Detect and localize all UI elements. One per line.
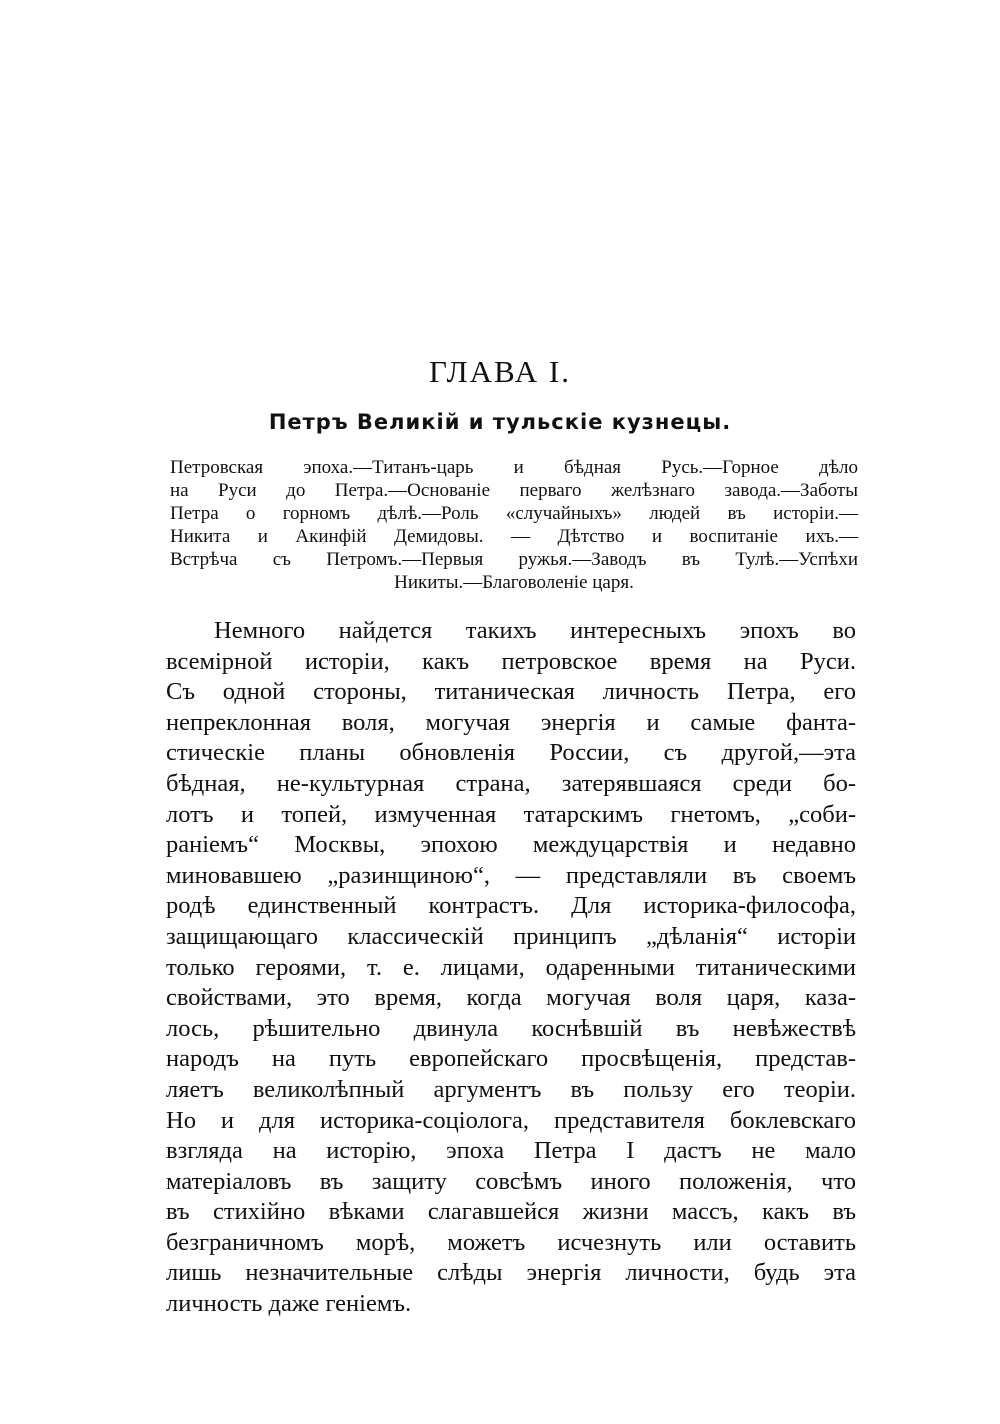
chapter-summary xyxy=(170,456,858,594)
summary-line: на Руси до Петра.—Основаніе перваго желѣзнаго завода.—Заботы xyxy=(170,480,858,501)
body-line: всемірной исторіи, какъ петровское время на Руси. xyxy=(166,647,856,675)
summary-line: Никиты.—Благоволеніе царя. xyxy=(394,572,634,593)
body-line: безграничномъ морѣ, можетъ исчезнуть или оставить xyxy=(166,1228,856,1256)
body-line: непреклонная воля, могучая энергія и самые фанта- xyxy=(166,708,856,736)
summary-line: Никита и Акинфій Демидовы. — Дѣтство и воспитаніе ихъ.— xyxy=(170,526,858,547)
body-line: взгляда на исторію, эпоха Петра I дастъ не мало xyxy=(166,1137,856,1165)
body-line: бѣдная, не-культурная страна, затерявшаяся среди бо- xyxy=(166,769,856,797)
body-line: Съ одной стороны, титаническая личность Петра, его xyxy=(166,678,856,706)
body-line: родѣ единственный контрастъ. Для историка-философа, xyxy=(166,892,856,920)
chapter-title: ГЛАВА I. xyxy=(429,354,571,389)
body-line: народъ на путь европейскаго просвѣщенія, представ- xyxy=(166,1045,856,1073)
body-line: личность даже геніемъ. xyxy=(166,1290,412,1318)
summary-line: Встрѣча съ Петромъ.—Первыя ружья.—Заводъ въ Тулѣ.—Успѣхи xyxy=(170,549,858,570)
body-line: Но и для историка-соціолога, представителя боклевскаго xyxy=(166,1106,856,1134)
body-line: лотъ и топей, измученная татарскимъ гнетомъ, „соби- xyxy=(166,800,856,828)
body-line: защищающаго классическій принципъ „дѣланія“ исторіи xyxy=(166,922,856,950)
chapter-subtitle: Петръ Великій и тульскіе кузнецы. xyxy=(268,410,732,434)
body-line: свойствами, это время, когда могучая воля царя, каза- xyxy=(166,984,856,1012)
body-line: раніемъ“ Москвы, эпохою междуцарствія и недавно xyxy=(166,831,856,859)
body-line: лось, рѣшительно двинула коснѣвшій въ невѣжествѣ xyxy=(166,1014,856,1042)
summary-line: Петра о горномъ дѣлѣ.—Роль «случайныхъ» людей въ исторіи.— xyxy=(170,503,858,524)
body-line: стическіе планы обновленія России, съ другой,—эта xyxy=(166,739,856,767)
body-paragraph xyxy=(166,616,856,1320)
body-line: въ стихійно вѣками слагавшейся жизни массъ, какъ въ xyxy=(166,1198,856,1226)
summary-line: Петровская эпоха.—Титанъ-царь и бѣдная Русь.—Горное дѣло xyxy=(170,457,858,478)
body-line: матеріаловъ въ защиту совсѣмъ иного положенія, что xyxy=(166,1167,856,1195)
body-line: только героями, т. е. лицами, одаренными титаническими xyxy=(166,953,856,981)
body-line: лишь незначительные слѣды энергія личности, будь эта xyxy=(166,1259,856,1287)
body-line: ляетъ великолѣпный аргументъ въ пользу его теоріи. xyxy=(166,1075,856,1103)
body-line: Немного найдется такихъ интересныхъ эпохъ во xyxy=(214,617,856,644)
body-line: миновавшею „разинщиною“, — представляли въ своемъ xyxy=(166,861,856,889)
